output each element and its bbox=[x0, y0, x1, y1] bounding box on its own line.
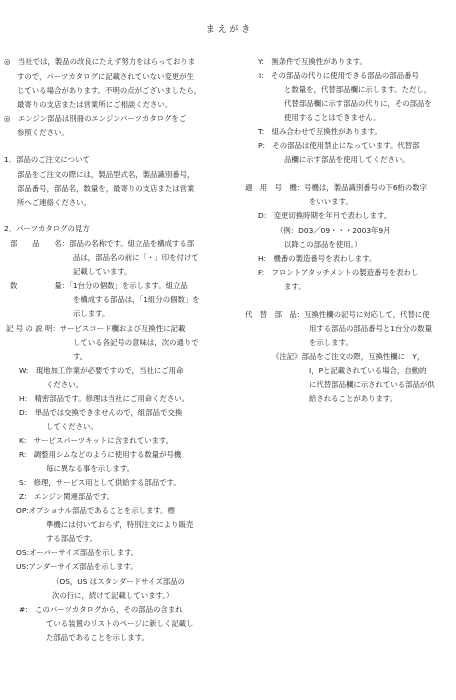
text-line: 数 量：「1台分の個数」を示します。組立品 bbox=[10, 281, 188, 290]
text-line: I: その部品の代りに使用できる部品の部品番号 bbox=[259, 71, 419, 80]
text-line: OP:オプショナル部品であることを示します。標 bbox=[16, 506, 175, 515]
text-line: じている場合があります。不明の点がございましたら， bbox=[17, 86, 202, 95]
text-line: （OS，US はスタンダードサイズ部品の bbox=[52, 577, 185, 586]
text-line: ている装置のリストのページに新しく記載し bbox=[46, 619, 194, 628]
text-line: 代 替 部 品：互換性欄の記号に対応して，代替に使 bbox=[245, 310, 430, 319]
text-line: P: その部品は使用禁止になっています。代替部 bbox=[258, 141, 420, 150]
text-line: ◎ 当社では，製品の改良にたえず努力をはらっておりま bbox=[4, 57, 196, 66]
text-line: K: サービスパーツキットに含まれています。 bbox=[19, 436, 174, 445]
text-line: 部品番号，部品名，数量を，最寄りの支店または営業 bbox=[17, 184, 195, 193]
text-line: 給されることがあります。 bbox=[309, 394, 398, 403]
text-line: を構成する部品は，「1組分の個数」を bbox=[73, 295, 200, 304]
text-line: 記載しています。 bbox=[73, 267, 132, 276]
text-line: 次の行に，続けて記載しています。） bbox=[52, 591, 174, 600]
text-line: 所へご連絡ください。 bbox=[17, 198, 91, 207]
text-line: 適 用 号 機：号機は，製品識別番号の下6桁の数字 bbox=[245, 183, 428, 192]
text-line: OS:オーバーサイズ部品を示します。 bbox=[16, 548, 139, 557]
page-title: ま え が き bbox=[205, 25, 251, 35]
text-line: ます。 bbox=[284, 282, 306, 291]
text-line: 用する部品の部品番号と1台分の数量 bbox=[309, 324, 432, 333]
text-line: R: 調整用シムなどのように使用する数量が号機 bbox=[19, 450, 182, 459]
text-line: ◎ エンジン部品は別冊のエンジンパーツカタログをご bbox=[4, 114, 187, 123]
text-line: Z: エンジン関連部品です。 bbox=[19, 492, 115, 501]
text-line: D: 単品では交換できませんので，組部品で交換 bbox=[19, 408, 183, 417]
text-line: 最寄りの支店または営業所にご相談ください。 bbox=[17, 100, 173, 109]
text-line: 部品をご注文の際には，製品型式名，製品識別番号， bbox=[17, 170, 195, 179]
text-line: D: 変更切換時期を年月で表わします。 bbox=[258, 211, 392, 220]
text-line: 以降この部品を使用。） bbox=[284, 240, 362, 249]
text-line: 参照ください。 bbox=[17, 128, 69, 137]
text-line: た部品であることを示します。 bbox=[46, 633, 149, 642]
text-line: 毎に異なる事を示します。 bbox=[46, 464, 135, 473]
text-line: を示します。 bbox=[309, 338, 353, 347]
text-line: 《注記》部品をご注文の際，互換性欄に Y， bbox=[272, 352, 425, 361]
text-line: をいいます。 bbox=[309, 197, 353, 206]
text-line: 2．パーツカタログの見方 bbox=[4, 224, 90, 233]
text-line: 部 品 名：部品の名称です。組立品を構成する部 bbox=[10, 239, 195, 248]
text-line: F: フロントアタッチメントの製造番号を表わし bbox=[258, 268, 419, 277]
text-line: 品は，部品名の前に「・」印を付けて bbox=[73, 253, 199, 262]
text-line: する部品です。 bbox=[46, 534, 98, 543]
text-line: に代替部品欄に示されている部品が供 bbox=[309, 380, 435, 389]
text-line: ください。 bbox=[46, 380, 83, 389]
text-line: 品欄に示す部品を使用してください。 bbox=[284, 155, 410, 164]
text-line: US:アンダーサイズ部品を示します。 bbox=[16, 562, 138, 571]
text-line: Y: 無条件で互換性があります。 bbox=[258, 57, 367, 66]
text-line: と数量を，代替部品欄に示します。ただし， bbox=[284, 85, 432, 94]
text-line: 準機には付いておらず，特別注文により販売 bbox=[46, 520, 194, 529]
text-line: H: 精密部品です。修理は当社にご用命ください。 bbox=[19, 394, 190, 403]
text-line: S: 修理，サービス用として供給する部品です。 bbox=[19, 478, 181, 487]
text-line: 1．部品のご注文について bbox=[4, 155, 90, 164]
text-line: す。 bbox=[73, 352, 88, 361]
text-line: W: 現地加工作業が必要ですので，当社にご用命 bbox=[19, 366, 184, 375]
text-line: 示します。 bbox=[73, 309, 110, 318]
text-line: H: 機番の製造番号を表わします。 bbox=[258, 254, 377, 263]
text-line: している各記号の意味は，次の通りで bbox=[73, 338, 199, 347]
text-line: T: 組み合わせで互換性があります。 bbox=[258, 127, 382, 136]
text-line: すので，パーツカタログに記載されていない変更が生 bbox=[17, 72, 194, 81]
text-line: I，Pと記載されている場合，自動的 bbox=[309, 366, 427, 375]
text-line: してください。 bbox=[46, 422, 98, 431]
text-line: 使用することはできません。 bbox=[284, 113, 381, 122]
text-line: 代替部品欄に示す部品の代りに，その部品を bbox=[284, 99, 432, 108]
text-line: 記 号 の 説 明：サービスコード欄および互換性に記載 bbox=[6, 324, 186, 333]
text-line: （例：D03／09・・・2003年9月 bbox=[276, 226, 391, 235]
text-line: #: このパーツカタログから，その部品の含まれ bbox=[19, 605, 183, 614]
